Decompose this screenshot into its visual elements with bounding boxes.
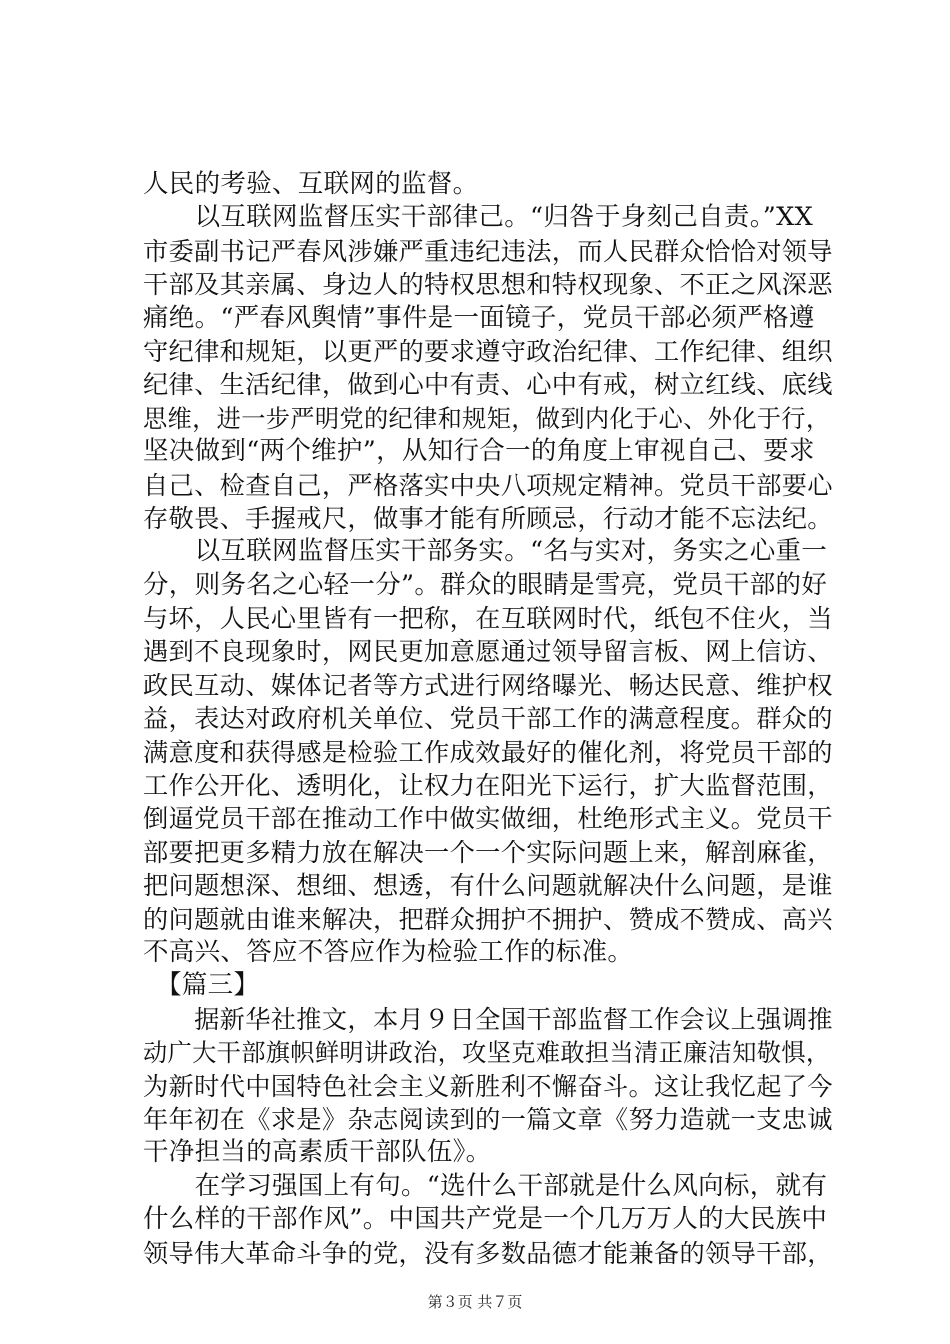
text-line: 市委副书记严春风涉嫌严重违纪违法，而人民群众恰恰对领导	[143, 236, 833, 266]
text-line: 坚决做到“两个维护”，从知行合一的角度上审视自己、要求	[143, 436, 815, 467]
text-line: 【篇三】	[143, 970, 260, 1001]
text-line: 与坏，人民心里皆有一把称，在互联网时代，纸包不住火，当	[143, 604, 833, 634]
text-line: 倒逼党员干部在推动工作中做实做细，杜绝形式主义。党员干	[143, 804, 833, 834]
text-line: 工作公开化、透明化，让权力在阳光下运行，扩大监督范围，	[143, 771, 833, 801]
text-line: 据新华社推文，本月９日全国干部监督工作会议上强调推	[143, 1004, 833, 1034]
text-line: 以互联网监督压实干部务实。“名与实对，务实之心重一	[143, 536, 828, 567]
text-line: 干部及其亲属、身边人的特权思想和特权现象、不正之风深恶	[143, 270, 833, 300]
text-line: 满意度和获得感是检验工作成效最好的催化剂，将党员干部的	[143, 737, 833, 767]
text-line: 为新时代中国特色社会主义新胜利不懈奋斗。这让我忆起了今	[143, 1071, 833, 1101]
text-line: 年年初在《求是》杂志阅读到的一篇文章《努力造就一支忠诚	[143, 1104, 833, 1134]
text-line: 自己、检查自己，严格落实中央八项规定精神。党员干部要心	[143, 470, 833, 500]
text-line: 动广大干部旗帜鲜明讲政治，攻坚克难敢担当清正廉洁知敬惧，	[143, 1038, 831, 1068]
text-line: 部要把更多精力放在解决一个一个实际问题上来，解剖麻雀，	[143, 837, 833, 867]
text-line: 把问题想深、想细、想透，有什么问题就解决什么问题，是谁	[143, 871, 833, 901]
text-line: 领导伟大革命斗争的党，没有多数品德才能兼备的领导干部，	[143, 1238, 833, 1268]
text-line: 思维，进一步严明党的纪律和规矩，做到内化于心、外化于行，	[143, 403, 831, 433]
text-line: 痛绝。“严春风舆情”事件是一面镜子，党员干部必须严格遵	[143, 302, 815, 333]
text-line: 以互联网监督压实干部律己。“归咎于身刻己自责。”XX	[143, 202, 814, 233]
text-line: 存敬畏、手握戒尺，做事才能有所顾忌，行动才能不忘法纪。	[143, 503, 833, 533]
page-number-footer: 第３页 共７页	[427, 1293, 523, 1311]
text-line: 政民互动、媒体记者等方式进行网络曝光、畅达民意、维护权	[143, 670, 833, 700]
text-line: 益，表达对政府机关单位、党员干部工作的满意程度。群众的	[143, 704, 833, 734]
text-line: 遇到不良现象时，网民更加意愿通过领导留言板、网上信访、	[143, 637, 833, 667]
text-line: 干净担当的高素质干部队伍》。	[143, 1137, 492, 1168]
text-line: 在学习强国上有句。“选什么干部就是什么风向标，就有	[143, 1170, 828, 1201]
document-body	[143, 168, 833, 1270]
text-line: 分，则务名之心轻一分”。群众的眼睛是雪亮，党员干部的好	[143, 569, 828, 600]
text-line: 不高兴、答应不答应作为检验工作的标准。	[143, 936, 634, 967]
text-line: 什么样的干部作风”。中国共产党是一个几万万人的大民族中	[143, 1204, 828, 1235]
text-line: 的问题就由谁来解决，把群众拥护不拥护、赞成不赞成、高兴	[143, 904, 833, 934]
text-line: 人民的考验、互联网的监督。	[143, 169, 479, 199]
text-line: 纪律、生活纪律，做到心中有责、心中有戒，树立红线、底线	[143, 370, 833, 400]
text-line: 守纪律和规矩，以更严的要求遵守政治纪律、工作纪律、组织	[143, 336, 833, 366]
